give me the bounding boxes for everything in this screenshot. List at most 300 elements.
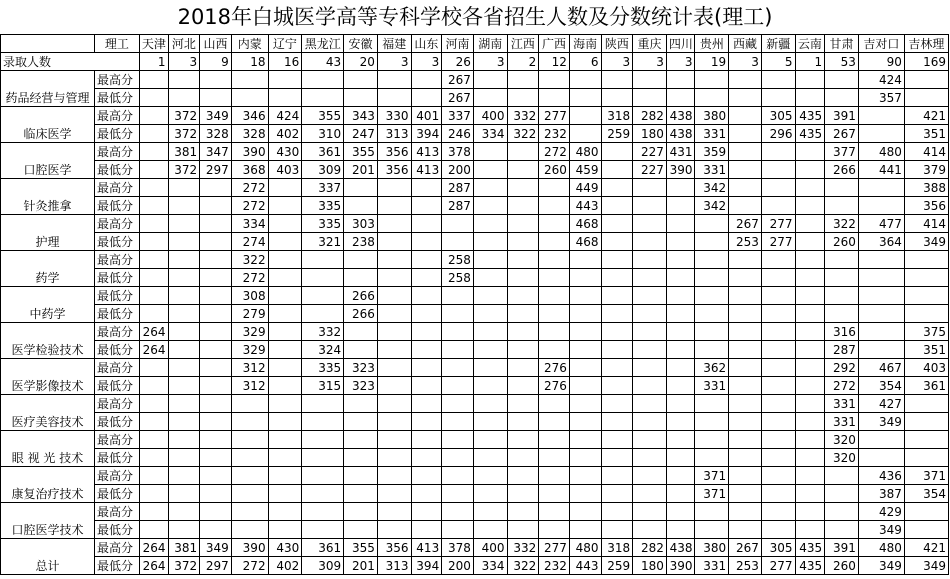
score-cell: 347	[200, 143, 232, 161]
enrollment-cell: 2	[507, 53, 539, 71]
score-cell	[507, 449, 539, 467]
score-cell: 309	[302, 557, 344, 575]
score-cell	[633, 179, 667, 197]
score-cell	[473, 377, 507, 395]
score-cell	[344, 341, 378, 359]
score-cell	[569, 449, 601, 467]
score-cell	[761, 89, 795, 107]
score-type-cell: 最低分	[94, 449, 139, 467]
province-header-cell: 河南	[442, 35, 474, 53]
score-cell: 480	[569, 539, 601, 557]
score-type-cell: 最高分	[94, 107, 139, 125]
score-cell	[200, 269, 232, 287]
score-cell: 390	[231, 539, 268, 557]
score-type-cell: 最高分	[94, 359, 139, 377]
score-cell	[729, 89, 762, 107]
score-cell	[200, 251, 232, 269]
province-header-cell: 河北	[168, 35, 200, 53]
score-cell	[633, 503, 667, 521]
score-cell	[601, 251, 633, 269]
score-cell	[633, 197, 667, 215]
score-cell	[231, 431, 268, 449]
score-cell	[442, 377, 474, 395]
enrollment-cell: 1	[139, 53, 168, 71]
enrollment-cell: 3	[411, 53, 442, 71]
score-cell: 316	[825, 323, 859, 341]
score-cell	[200, 503, 232, 521]
score-cell	[825, 251, 859, 269]
score-cell	[666, 503, 695, 521]
score-cell: 413	[411, 161, 442, 179]
score-cell	[569, 377, 601, 395]
score-cell	[539, 449, 570, 467]
score-cell	[200, 413, 232, 431]
score-cell	[761, 251, 795, 269]
score-cell	[507, 233, 539, 251]
score-cell	[377, 251, 411, 269]
score-cell: 413	[411, 143, 442, 161]
score-type-cell: 最低分	[94, 125, 139, 143]
score-cell: 355	[344, 539, 378, 557]
score-cell	[795, 467, 825, 485]
score-cell	[729, 125, 762, 143]
score-cell	[377, 395, 411, 413]
score-cell	[695, 233, 729, 251]
score-cell: 443	[569, 557, 601, 575]
score-cell	[904, 251, 948, 269]
score-cell	[825, 305, 859, 323]
score-cell: 361	[302, 143, 344, 161]
major-name-cell: 药品经营与管理	[1, 71, 95, 107]
score-cell	[507, 377, 539, 395]
score-cell: 334	[473, 125, 507, 143]
score-cell: 260	[825, 557, 859, 575]
score-cell	[761, 287, 795, 305]
score-cell: 260	[539, 161, 570, 179]
score-cell	[795, 179, 825, 197]
score-cell	[601, 521, 633, 539]
score-cell: 332	[507, 539, 539, 557]
score-cell	[695, 287, 729, 305]
score-cell: 253	[729, 233, 762, 251]
score-cell	[139, 71, 168, 89]
score-cell	[539, 233, 570, 251]
score-type-cell: 最低分	[94, 89, 139, 107]
score-cell	[344, 269, 378, 287]
score-row	[1, 89, 949, 107]
score-type-cell: 最高分	[94, 467, 139, 485]
score-cell: 200	[442, 557, 474, 575]
score-cell	[139, 305, 168, 323]
score-cell: 378	[442, 143, 474, 161]
score-cell	[825, 503, 859, 521]
score-cell	[411, 197, 442, 215]
province-header-cell: 天津	[139, 35, 168, 53]
score-cell: 282	[633, 539, 667, 557]
score-cell: 246	[442, 125, 474, 143]
score-cell	[729, 269, 762, 287]
score-cell: 391	[825, 107, 859, 125]
score-cell	[666, 215, 695, 233]
score-cell	[825, 197, 859, 215]
score-cell: 321	[302, 233, 344, 251]
score-cell: 430	[268, 539, 302, 557]
score-cell	[729, 305, 762, 323]
score-cell	[168, 197, 200, 215]
score-cell	[200, 233, 232, 251]
score-cell: 322	[507, 125, 539, 143]
score-table-body	[1, 35, 949, 575]
score-cell	[729, 287, 762, 305]
score-cell	[666, 431, 695, 449]
score-type-cell: 最低分	[94, 197, 139, 215]
score-cell: 467	[858, 359, 904, 377]
score-cell	[377, 359, 411, 377]
score-cell: 313	[377, 557, 411, 575]
score-cell: 372	[168, 161, 200, 179]
score-type-cell: 最低分	[94, 377, 139, 395]
score-cell	[200, 305, 232, 323]
province-header-cell: 重庆	[633, 35, 667, 53]
score-cell: 323	[344, 377, 378, 395]
score-cell	[377, 485, 411, 503]
score-cell	[539, 287, 570, 305]
score-cell: 436	[858, 467, 904, 485]
score-cell: 357	[858, 89, 904, 107]
enrollment-cell: 43	[302, 53, 344, 71]
score-cell	[442, 323, 474, 341]
score-cell	[200, 287, 232, 305]
score-cell	[825, 71, 859, 89]
score-cell	[695, 395, 729, 413]
score-cell	[168, 485, 200, 503]
score-cell	[168, 269, 200, 287]
score-cell	[411, 485, 442, 503]
score-cell	[729, 431, 762, 449]
score-cell	[344, 449, 378, 467]
major-name-cell: 药学	[1, 251, 95, 287]
score-cell	[666, 449, 695, 467]
score-row	[1, 503, 949, 521]
score-cell	[569, 89, 601, 107]
score-cell	[695, 215, 729, 233]
score-cell	[569, 521, 601, 539]
score-row	[1, 71, 949, 89]
score-cell	[168, 377, 200, 395]
score-cell: 279	[231, 305, 268, 323]
score-cell: 318	[601, 539, 633, 557]
score-cell: 354	[904, 485, 948, 503]
score-cell: 354	[858, 377, 904, 395]
score-cell	[139, 161, 168, 179]
score-cell	[729, 323, 762, 341]
score-cell	[666, 197, 695, 215]
score-cell	[411, 215, 442, 233]
score-cell	[601, 431, 633, 449]
province-header-cell: 吉对口	[858, 35, 904, 53]
score-cell	[139, 449, 168, 467]
score-cell	[729, 377, 762, 395]
score-cell	[633, 467, 667, 485]
score-cell	[473, 485, 507, 503]
score-type-cell: 最低分	[94, 557, 139, 575]
score-cell	[377, 323, 411, 341]
score-cell: 267	[729, 539, 762, 557]
score-cell	[666, 251, 695, 269]
score-cell	[302, 71, 344, 89]
score-cell	[473, 251, 507, 269]
score-cell	[442, 233, 474, 251]
score-cell	[729, 359, 762, 377]
score-cell	[268, 251, 302, 269]
score-cell	[904, 503, 948, 521]
page-title: 2018年白城医学高等专科学校各省招生人数及分数统计表(理工)	[177, 5, 773, 29]
score-cell: 351	[904, 125, 948, 143]
score-cell	[904, 71, 948, 89]
score-type-cell: 最高分	[94, 323, 139, 341]
score-cell	[473, 503, 507, 521]
score-cell: 431	[666, 143, 695, 161]
score-cell	[268, 305, 302, 323]
score-cell: 264	[139, 341, 168, 359]
score-table	[0, 34, 949, 575]
score-cell	[695, 71, 729, 89]
score-cell	[666, 89, 695, 107]
score-cell: 267	[442, 71, 474, 89]
score-cell	[539, 197, 570, 215]
score-cell	[507, 359, 539, 377]
score-cell	[302, 431, 344, 449]
score-cell	[268, 89, 302, 107]
score-cell	[601, 89, 633, 107]
score-type-cell: 最高分	[94, 503, 139, 521]
score-cell	[666, 341, 695, 359]
score-type-cell: 最低分	[94, 413, 139, 431]
score-cell	[507, 485, 539, 503]
score-cell	[139, 197, 168, 215]
score-cell	[302, 269, 344, 287]
score-cell	[729, 107, 762, 125]
score-cell: 468	[569, 215, 601, 233]
score-cell	[302, 485, 344, 503]
score-cell: 391	[825, 539, 859, 557]
enrollment-cell: 26	[442, 53, 474, 71]
score-cell: 312	[231, 377, 268, 395]
score-cell: 303	[344, 215, 378, 233]
score-cell: 227	[633, 143, 667, 161]
score-type-cell: 最高分	[94, 251, 139, 269]
score-cell	[200, 485, 232, 503]
score-cell	[139, 179, 168, 197]
score-cell	[200, 197, 232, 215]
score-row	[1, 485, 949, 503]
score-cell	[139, 89, 168, 107]
score-cell: 390	[666, 161, 695, 179]
score-cell	[268, 359, 302, 377]
score-cell	[377, 215, 411, 233]
score-row	[1, 179, 949, 197]
score-cell	[139, 233, 168, 251]
score-cell	[569, 395, 601, 413]
province-header-cell: 山西	[200, 35, 232, 53]
score-cell	[268, 485, 302, 503]
score-cell	[539, 89, 570, 107]
score-cell	[729, 449, 762, 467]
score-row	[1, 305, 949, 323]
score-cell	[761, 485, 795, 503]
score-cell: 287	[442, 179, 474, 197]
score-cell	[268, 431, 302, 449]
score-cell: 381	[168, 143, 200, 161]
score-cell: 277	[761, 557, 795, 575]
enrollment-cell: 53	[825, 53, 859, 71]
score-cell	[761, 521, 795, 539]
score-cell	[729, 161, 762, 179]
score-cell	[139, 107, 168, 125]
score-cell	[601, 287, 633, 305]
score-cell	[858, 179, 904, 197]
score-cell: 320	[825, 449, 859, 467]
score-cell: 346	[231, 107, 268, 125]
score-cell	[507, 323, 539, 341]
score-cell: 441	[858, 161, 904, 179]
score-cell	[302, 503, 344, 521]
score-cell: 331	[695, 161, 729, 179]
score-cell: 323	[344, 359, 378, 377]
province-header-cell: 福建	[377, 35, 411, 53]
score-cell	[795, 377, 825, 395]
major-name-cell: 医疗美容技术	[1, 395, 95, 431]
score-cell	[168, 233, 200, 251]
score-cell	[858, 125, 904, 143]
score-cell	[473, 359, 507, 377]
score-cell	[601, 503, 633, 521]
score-cell	[377, 449, 411, 467]
score-cell	[825, 287, 859, 305]
score-cell	[268, 341, 302, 359]
enrollment-cell: 169	[904, 53, 948, 71]
score-cell	[507, 467, 539, 485]
score-cell	[268, 521, 302, 539]
score-cell: 272	[231, 197, 268, 215]
score-cell	[442, 215, 474, 233]
score-cell	[601, 215, 633, 233]
score-cell	[442, 485, 474, 503]
score-cell	[633, 89, 667, 107]
score-cell	[795, 305, 825, 323]
score-cell: 312	[231, 359, 268, 377]
score-cell	[411, 323, 442, 341]
score-row	[1, 359, 949, 377]
header-type-cell: 理工	[94, 35, 139, 53]
province-header-cell: 湖南	[473, 35, 507, 53]
score-cell	[139, 413, 168, 431]
score-cell	[539, 503, 570, 521]
score-cell: 331	[695, 557, 729, 575]
score-cell	[200, 179, 232, 197]
score-cell	[633, 485, 667, 503]
score-cell	[539, 521, 570, 539]
score-cell	[539, 269, 570, 287]
score-cell: 322	[507, 557, 539, 575]
score-cell	[344, 413, 378, 431]
score-cell	[795, 197, 825, 215]
major-name-cell: 眼 视 光 技术	[1, 431, 95, 467]
score-cell	[377, 377, 411, 395]
score-cell: 267	[442, 89, 474, 107]
province-header-cell: 安徽	[344, 35, 378, 53]
score-cell: 318	[601, 107, 633, 125]
score-cell	[539, 431, 570, 449]
score-cell: 402	[268, 557, 302, 575]
score-cell	[666, 413, 695, 431]
score-cell	[761, 305, 795, 323]
score-cell: 403	[904, 359, 948, 377]
score-cell	[761, 359, 795, 377]
score-cell: 390	[231, 143, 268, 161]
score-cell: 309	[302, 161, 344, 179]
score-cell: 305	[761, 107, 795, 125]
score-cell: 322	[231, 251, 268, 269]
score-cell	[601, 305, 633, 323]
score-cell: 287	[442, 197, 474, 215]
score-cell	[473, 305, 507, 323]
score-cell: 276	[539, 359, 570, 377]
score-cell	[795, 161, 825, 179]
score-cell	[904, 449, 948, 467]
score-cell: 414	[904, 143, 948, 161]
score-cell	[377, 467, 411, 485]
score-cell	[507, 395, 539, 413]
score-cell	[139, 431, 168, 449]
score-cell	[633, 269, 667, 287]
score-cell	[473, 521, 507, 539]
score-cell	[729, 179, 762, 197]
score-cell: 258	[442, 251, 474, 269]
score-cell	[633, 323, 667, 341]
score-cell	[139, 287, 168, 305]
score-cell: 287	[825, 341, 859, 359]
score-row	[1, 557, 949, 575]
score-cell	[168, 323, 200, 341]
score-cell: 403	[268, 161, 302, 179]
score-cell	[695, 503, 729, 521]
score-cell	[344, 179, 378, 197]
score-cell	[729, 413, 762, 431]
score-type-cell: 最高分	[94, 143, 139, 161]
major-name-cell: 口腔医学	[1, 143, 95, 179]
score-cell	[473, 89, 507, 107]
score-cell	[442, 341, 474, 359]
score-cell: 443	[569, 197, 601, 215]
score-cell	[442, 413, 474, 431]
score-cell: 459	[569, 161, 601, 179]
score-cell: 276	[539, 377, 570, 395]
score-type-cell: 最高分	[94, 395, 139, 413]
score-row	[1, 197, 949, 215]
score-cell: 361	[904, 377, 948, 395]
score-row	[1, 377, 949, 395]
score-row	[1, 341, 949, 359]
major-name-cell: 总计	[1, 539, 95, 575]
score-cell	[633, 251, 667, 269]
score-cell	[633, 431, 667, 449]
score-cell: 364	[858, 233, 904, 251]
score-cell: 349	[904, 233, 948, 251]
score-cell: 313	[377, 125, 411, 143]
score-cell	[761, 71, 795, 89]
score-cell: 324	[302, 341, 344, 359]
